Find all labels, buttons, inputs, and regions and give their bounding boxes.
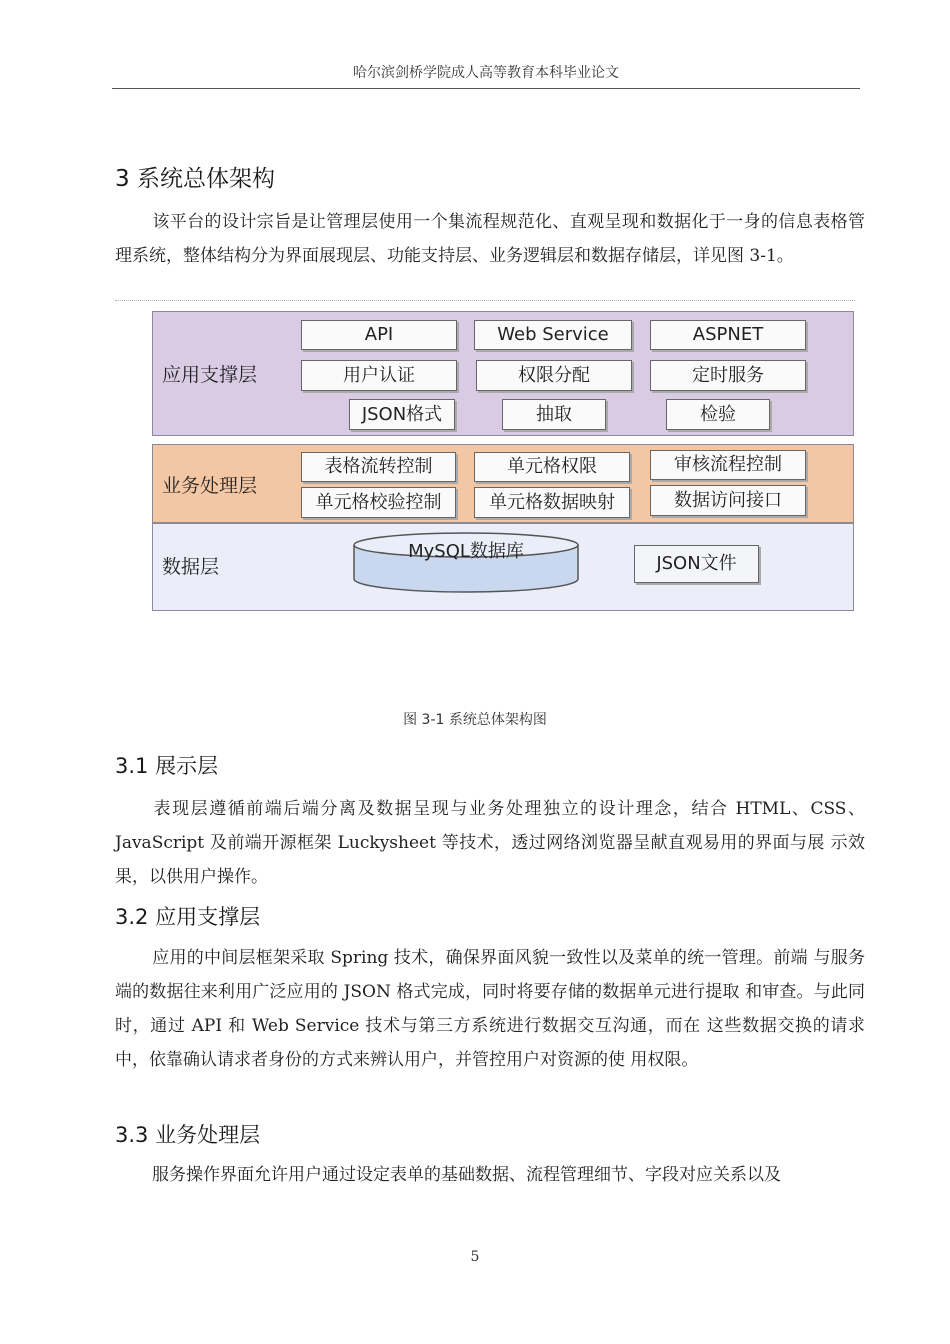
aspnet-box: ASPNET <box>650 320 806 350</box>
cell-mapping-box: 单元格数据映射 <box>474 487 630 518</box>
section-3-text: 该平台的设计宗旨是让管理层使用一个集流程规范化、直观呈现和数据化于一身的信息表格管理系统，整体结构分为界面展现层、功能支持层、业务逻辑层和数据存储层，详见图 3-1。 <box>115 212 865 266</box>
running-header: 哈尔滨剑桥学院成人高等教育本科毕业论文 <box>353 65 619 81</box>
section-3-3-paragraph <box>115 1158 865 1192</box>
data-layer-label: 数据层 <box>162 556 220 578</box>
business-layer-label: 业务处理层 <box>162 475 258 497</box>
json-format-box: JSON格式 <box>349 399 455 430</box>
page-number: 5 <box>470 1249 480 1265</box>
web-service-box: Web Service <box>474 320 632 350</box>
mysql-label: MySQL数据库 <box>408 541 524 562</box>
section-3-2-heading: 3.2 应用支撑层 <box>115 905 261 929</box>
user-auth-box: 用户认证 <box>301 360 457 391</box>
figure-top-rule <box>115 300 855 301</box>
scheduled-service-box: 定时服务 <box>650 360 806 391</box>
section-3-2-text: 应用的中间层框架采取 Spring 技术，确保界面风貌一致性以及菜单的统一管理。前端 与服务端的数据往来利用广泛应用的 JSON 格式完成，同时将要存储的数据单元进行提取 和审查。与此同时，通过 API 和 Web Service 技术与第三方系统进行数据交互沟通，而在 这些数据交换的请求中，依靠确认请求者身份的方式来辨认用户，并管控用户对资源的使 用权限。 <box>115 948 865 1070</box>
data-access-box: 数据访问接口 <box>650 485 806 516</box>
header-rule <box>112 88 860 89</box>
permission-box: 权限分配 <box>476 360 632 391</box>
support-layer-label: 应用支撑层 <box>162 364 258 386</box>
section-3-2-paragraph <box>115 941 865 1077</box>
json-file-box: JSON文件 <box>634 545 759 583</box>
verify-box: 检验 <box>666 399 770 430</box>
review-flow-box: 审核流程控制 <box>650 450 806 480</box>
architecture-figure <box>152 311 854 611</box>
section-3-1-paragraph <box>115 792 865 894</box>
cell-validation-box: 单元格校验控制 <box>301 487 456 518</box>
api-box: API <box>301 320 457 350</box>
table-flow-box: 表格流转控制 <box>301 452 456 482</box>
section-3-1-heading: 3.1 展示层 <box>115 754 219 778</box>
section-3-heading: 3 系统总体架构 <box>115 166 275 192</box>
cell-permission-box: 单元格权限 <box>474 452 630 482</box>
section-3-3-heading: 3.3 业务处理层 <box>115 1123 261 1147</box>
extract-box: 抽取 <box>502 399 606 430</box>
section-3-3-text: 服务操作界面允许用户通过设定表单的基础数据、流程管理细节、字段对应关系以及 <box>152 1165 781 1185</box>
figure-caption: 图 3-1 系统总体架构图 <box>403 712 547 728</box>
section-3-paragraph <box>115 205 865 273</box>
section-3-1-text: 表现层遵循前端后端分离及数据呈现与业务处理独立的设计理念，结合 HTML、CSS、 JavaScript 及前端开源框架 Luckysheet 等技术，透过网络浏览器呈献直观易用的界面与展 示效果，以供用户操作。 <box>115 799 865 887</box>
